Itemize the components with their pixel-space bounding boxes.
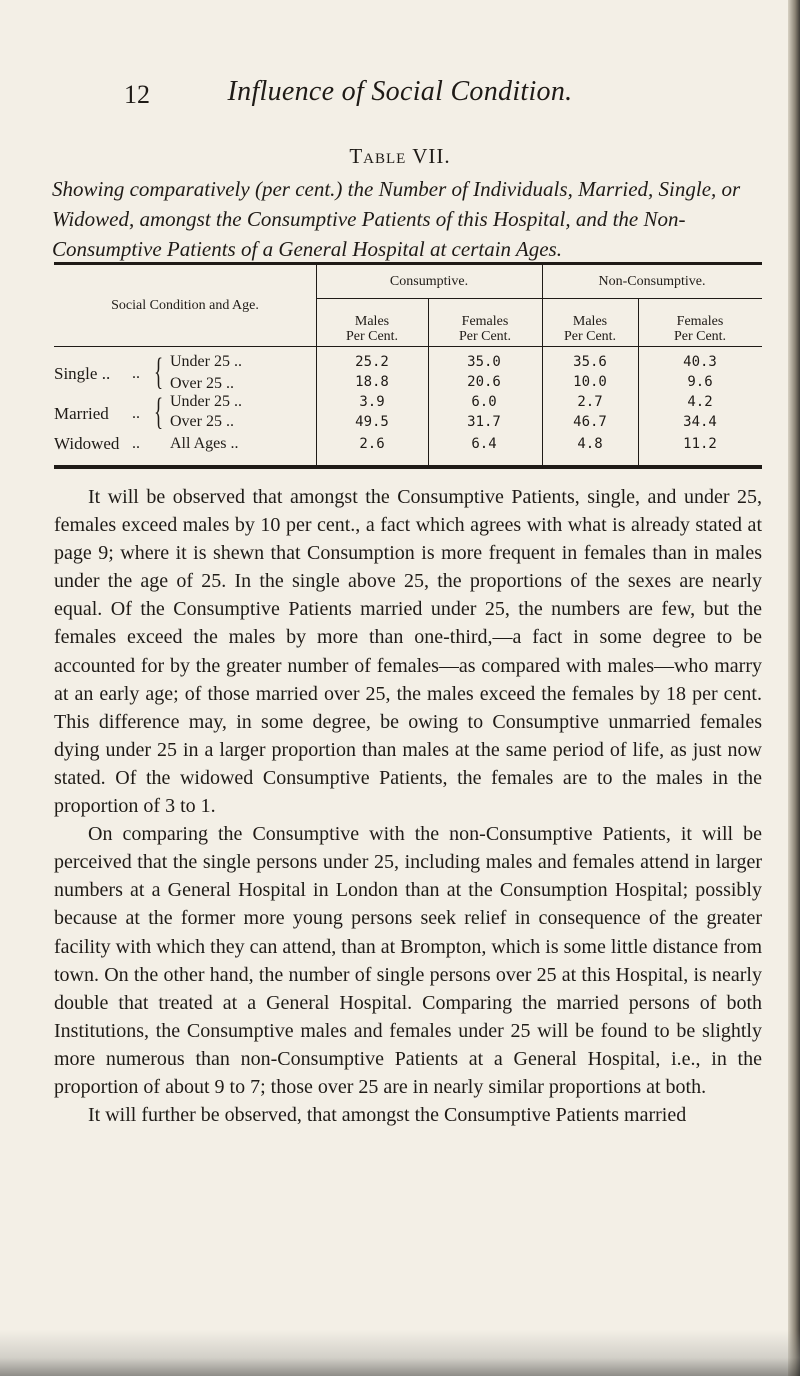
table-cell: 6.0 — [471, 394, 497, 410]
column-header-line: Per Cent. — [458, 329, 512, 344]
scan-smudge — [0, 1330, 800, 1376]
table-cell: 10.0 — [573, 374, 607, 390]
age-label: Over 25 .. — [170, 375, 234, 392]
table-cell: 35.6 — [573, 354, 607, 370]
table-caption: Showing comparatively (per cent.) the Number of Individuals, Married, Single, or Widowed, amongst the Consumptive Patients of this Hospital, and the Non-Consumptive Patients of a General Hospital at certain Ages. — [52, 177, 741, 261]
age-label: Under 25 .. — [170, 353, 242, 370]
table-top-rule — [54, 262, 762, 265]
table-cell: 34.4 — [683, 414, 717, 430]
table-cell: 4.2 — [687, 394, 713, 410]
table-cell: 2.6 — [359, 436, 385, 452]
connector: .. — [132, 435, 140, 452]
social-condition-table — [54, 262, 762, 470]
table-cell: 31.7 — [467, 414, 501, 430]
brace-icon: { — [154, 391, 164, 433]
running-head: Influence of Social Condition. — [227, 76, 573, 107]
table-cell: 20.6 — [467, 374, 501, 390]
table-cell: 11.2 — [683, 436, 717, 452]
connector: .. — [132, 405, 140, 422]
table-cell: 40.3 — [683, 354, 717, 370]
table-cell: 4.8 — [577, 436, 603, 452]
column-header-line: Females — [676, 314, 724, 329]
column-header-line: Females — [461, 314, 509, 329]
paragraph: It will be observed that amongst the Consumptive Patients, single, and under 25, females exceed males by 10 per cent., a fact which agrees with what is already stated at page 9; where it is shewn that Consumption is more frequent in females than in males under the age of 25. In the single above 25, the proportions of the sexes are nearly equal. Of the Consumptive Patients married under 25, the numbers are few, but the females exceed the males by more than one-third,—a fact in some degree to be accounted for by the greater number of females—as compared with males—who marry at an early age; of those married over 25, the males exceed the females by 18 per cent. This difference may, in some degree, be owing to Consumptive unmarried females dying under 25 in a larger proportion than males at the same period of life, as just now stated. Of the widowed Consumptive Patients, the females are to the males in the proportion of 3 to 1. — [54, 486, 762, 818]
column-header-line: Males — [354, 314, 390, 329]
brace-icon: { — [154, 351, 164, 393]
group-header-consumptive: Consumptive. — [389, 274, 469, 289]
group-header-non-consumptive: Non-Consumptive. — [598, 274, 706, 289]
age-label: Under 25 .. — [170, 393, 242, 410]
column-header — [638, 314, 762, 344]
age-label: Over 25 .. — [170, 413, 234, 430]
table-cell: 3.9 — [359, 394, 385, 410]
column-header — [428, 314, 542, 344]
column-header — [316, 314, 428, 344]
header-rule — [54, 346, 762, 347]
column-header-line: Per Cent. — [345, 329, 399, 344]
paragraph: On comparing the Consumptive with the non-Consumptive Patients, it will be perceived that the single persons under 25, including males and females attend in larger numbers at a General Hospital in London than at the Consumption Hospital; possibly because at the former more young persons seek relief in consequence of the greater facility with which they can attend, than at Brompton, which is some little distance from town. On the other hand, the number of single persons over 25 at this Hospital, is nearly double that treated at a General Hospital. Comparing the married persons of both Institutions, the Consumptive males and females under 25 will be found to be slightly more numerous than non-Consumptive Patients at a General Hospital, i.e., in the proportion of about 9 to 7; those over 25 are in nearly similar proportions at both. — [54, 823, 762, 1098]
table-cell: 2.7 — [577, 394, 603, 410]
table-cell: 6.4 — [471, 436, 497, 452]
table-cell: 9.6 — [687, 374, 713, 390]
page-edge-shadow — [788, 0, 800, 1376]
table-cell: 49.5 — [355, 414, 389, 430]
column-header-line: Per Cent. — [563, 329, 617, 344]
connector: .. — [132, 365, 140, 382]
row-label-widowed: Widowed — [54, 434, 120, 453]
table-cell: 46.7 — [573, 414, 607, 430]
paragraph: It will further be observed, that amongst the Consumptive Patients married — [88, 1104, 687, 1127]
row-label-single: Single .. — [54, 364, 111, 383]
table-label: Table VII. — [349, 144, 451, 168]
table-cell: 18.8 — [355, 374, 389, 390]
table-cell: 35.0 — [467, 354, 501, 370]
body-text — [54, 483, 762, 1129]
column-header — [542, 314, 638, 344]
column-header-line: Per Cent. — [673, 329, 727, 344]
age-label: All Ages .. — [170, 435, 239, 452]
column-header-line: Males — [572, 314, 608, 329]
table-bottom-rule — [54, 465, 762, 469]
table-cell: 25.2 — [355, 354, 389, 370]
row-label-married: Married — [54, 404, 109, 423]
row-label-header: Social Condition and Age. — [111, 298, 259, 313]
page-number: 12 — [124, 80, 150, 109]
group-header-rule — [316, 298, 762, 299]
